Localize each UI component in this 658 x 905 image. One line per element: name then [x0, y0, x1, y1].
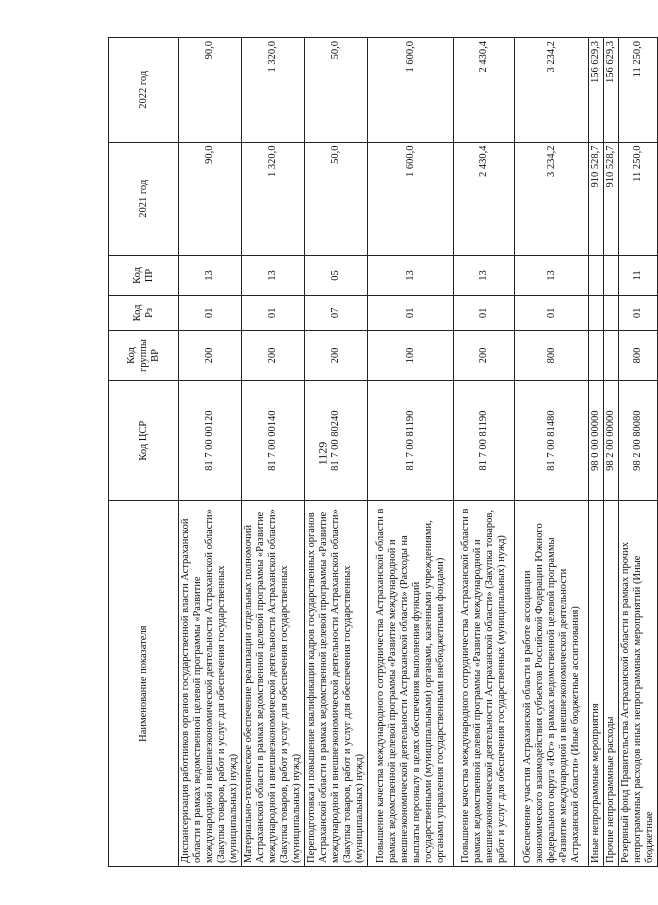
header-csr: Код ЦСР — [109, 380, 179, 500]
row-vr: 200 — [454, 331, 515, 381]
table-row — [368, 38, 454, 867]
row-2022: 50,0 — [305, 38, 368, 143]
row-name: Материально-техническое обеспечение реализации отдельных полномочий Астраханской области в рамках ведомственной целевой программы «Развитие международной и внешнеэкономической деятельности Астраханской области» (Закупка товаров, работ и услуг для обеспечения государственных (муниципальных) нужд) — [242, 501, 305, 867]
row-2022: 156 629,3 — [604, 38, 619, 143]
row-pr: 13 — [515, 256, 589, 296]
row-rz: 07 — [305, 295, 368, 330]
row-pr: 13 — [368, 256, 454, 296]
row-2021: 90,0 — [179, 142, 242, 256]
row-rz — [589, 295, 604, 330]
row-csr: 81 7 00 00120 — [179, 380, 242, 500]
row-2021: 50,0 — [305, 142, 368, 256]
table-row — [242, 38, 305, 867]
row-pr: 13 — [179, 256, 242, 296]
row-csr: 98 0 00 00000 — [589, 380, 604, 500]
row-vr: 200 — [242, 331, 305, 381]
header-rz: Код Рз — [109, 295, 179, 330]
row-2022: 11 250,0 — [619, 38, 658, 143]
row-csr: 81 7 00 00140 — [242, 380, 305, 500]
row-2021: 11 250,0 — [619, 142, 658, 256]
row-name: Резервный фонд Правительства Астраханской области в рамках прочих непрограммных расходов иных непрограммных мероприятий (Иные бюджетные — [619, 501, 658, 867]
row-rz: 01 — [242, 295, 305, 330]
header-2022: 2022 год — [109, 38, 179, 143]
row-vr: 800 — [515, 331, 589, 381]
table-header-row — [109, 38, 179, 867]
row-csr: 98 2 00 80080 — [619, 380, 658, 500]
row-vr: 100 — [368, 331, 454, 381]
budget-table — [108, 37, 658, 867]
row-csr: 81 7 00 80240 — [305, 380, 368, 500]
row-name: Обеспечение участия Астраханской области в работе ассоциации экономического взаимодействия субъектов Российской Федерации Южного федерального округа «Юг» в рамках ведомственной целевой программы «Развитие международной и внешнеэкономической деятельности Астраханской области» (Иные бюджетные ассигнования) — [515, 501, 589, 867]
row-name: Переподготовка и повышение квалификации кадров государственных органов Астраханской области в рамках ведомственной целевой программы «Развитие международной и внешнеэкономической деятельности Астраханской области» (Закупка товаров, работ и услуг для обеспечения государственных (муниципальных) нужд) — [305, 501, 368, 867]
row-2021: 1 600,0 — [368, 142, 454, 256]
row-pr: 11 — [619, 256, 658, 296]
header-vr: Код группы ВР — [109, 331, 179, 381]
row-vr: 800 — [619, 331, 658, 381]
row-csr: 98 2 00 00000 — [604, 380, 619, 500]
row-rz: 01 — [454, 295, 515, 330]
row-2021: 910 528,7 — [604, 142, 619, 256]
header-2021: 2021 год — [109, 142, 179, 256]
header-name: Наименование показателя — [109, 501, 179, 867]
row-rz: 01 — [619, 295, 658, 330]
row-csr: 81 7 00 81480 — [515, 380, 589, 500]
row-name: Иные непрограммные мероприятия — [589, 501, 604, 867]
row-2022: 2 430,4 — [454, 38, 515, 143]
row-vr — [604, 331, 619, 381]
row-pr: 05 — [305, 256, 368, 296]
row-2021: 1 320,0 — [242, 142, 305, 256]
row-csr: 81 7 00 81190 — [454, 380, 515, 500]
row-pr: 13 — [242, 256, 305, 296]
row-rz — [604, 295, 619, 330]
table-row — [604, 38, 619, 867]
row-name: Повышение качества международного сотрудничества Астраханской области в рамках ведомственной целевой программы «Развитие международной и внешнеэкономической деятельности Астраханской области» (Расходы на выплаты персоналу в целях обеспечения выполнения функций государственными (муниципальными) органами, казенными учреждениями, органами управления государственными внебюджетными фондами) — [368, 501, 454, 867]
row-csr: 81 7 00 81190 — [368, 380, 454, 500]
table-row — [619, 38, 658, 867]
row-2021: 3 234,2 — [515, 142, 589, 256]
row-2022: 1 600,0 — [368, 38, 454, 143]
table-row — [305, 38, 368, 867]
row-pr: 13 — [454, 256, 515, 296]
row-2022: 1 320,0 — [242, 38, 305, 143]
budget-table-sheet — [108, 37, 655, 867]
table-row — [179, 38, 242, 867]
row-vr — [589, 331, 604, 381]
row-pr — [589, 256, 604, 296]
row-vr: 200 — [305, 331, 368, 381]
row-rz: 01 — [368, 295, 454, 330]
table-row — [515, 38, 589, 867]
row-name: Повышение качества международного сотрудничества Астраханской области в рамках ведомственной целевой программы «Развитие международной и внешнеэкономической деятельности Астраханской области» (Закупка товаров, работ и услуг для обеспечения государственных (муниципальных) нужд) — [454, 501, 515, 867]
row-2022: 156 629,3 — [589, 38, 604, 143]
row-2022: 90,0 — [179, 38, 242, 143]
row-pr — [604, 256, 619, 296]
row-vr: 200 — [179, 331, 242, 381]
row-rz: 01 — [179, 295, 242, 330]
row-name: Диспансеризация работников органов государственной власти Астраханской области в рамках ведомственной целевой программы «Развитие международной и внешнеэкономической деятельности Астраханской области» (Закупка товаров, работ и услуг для обеспечения государственных (муниципальных) нужд) — [179, 501, 242, 867]
table-row — [454, 38, 515, 867]
header-pr: Код ПР — [109, 256, 179, 296]
table-row — [589, 38, 604, 867]
row-2021: 910 528,7 — [589, 142, 604, 256]
row-rz: 01 — [515, 295, 589, 330]
row-2022: 3 234,2 — [515, 38, 589, 143]
row-2021: 2 430,4 — [454, 142, 515, 256]
row-name: Прочие непрограммные расходы — [604, 501, 619, 867]
page-number: 1129 — [315, 441, 330, 466]
